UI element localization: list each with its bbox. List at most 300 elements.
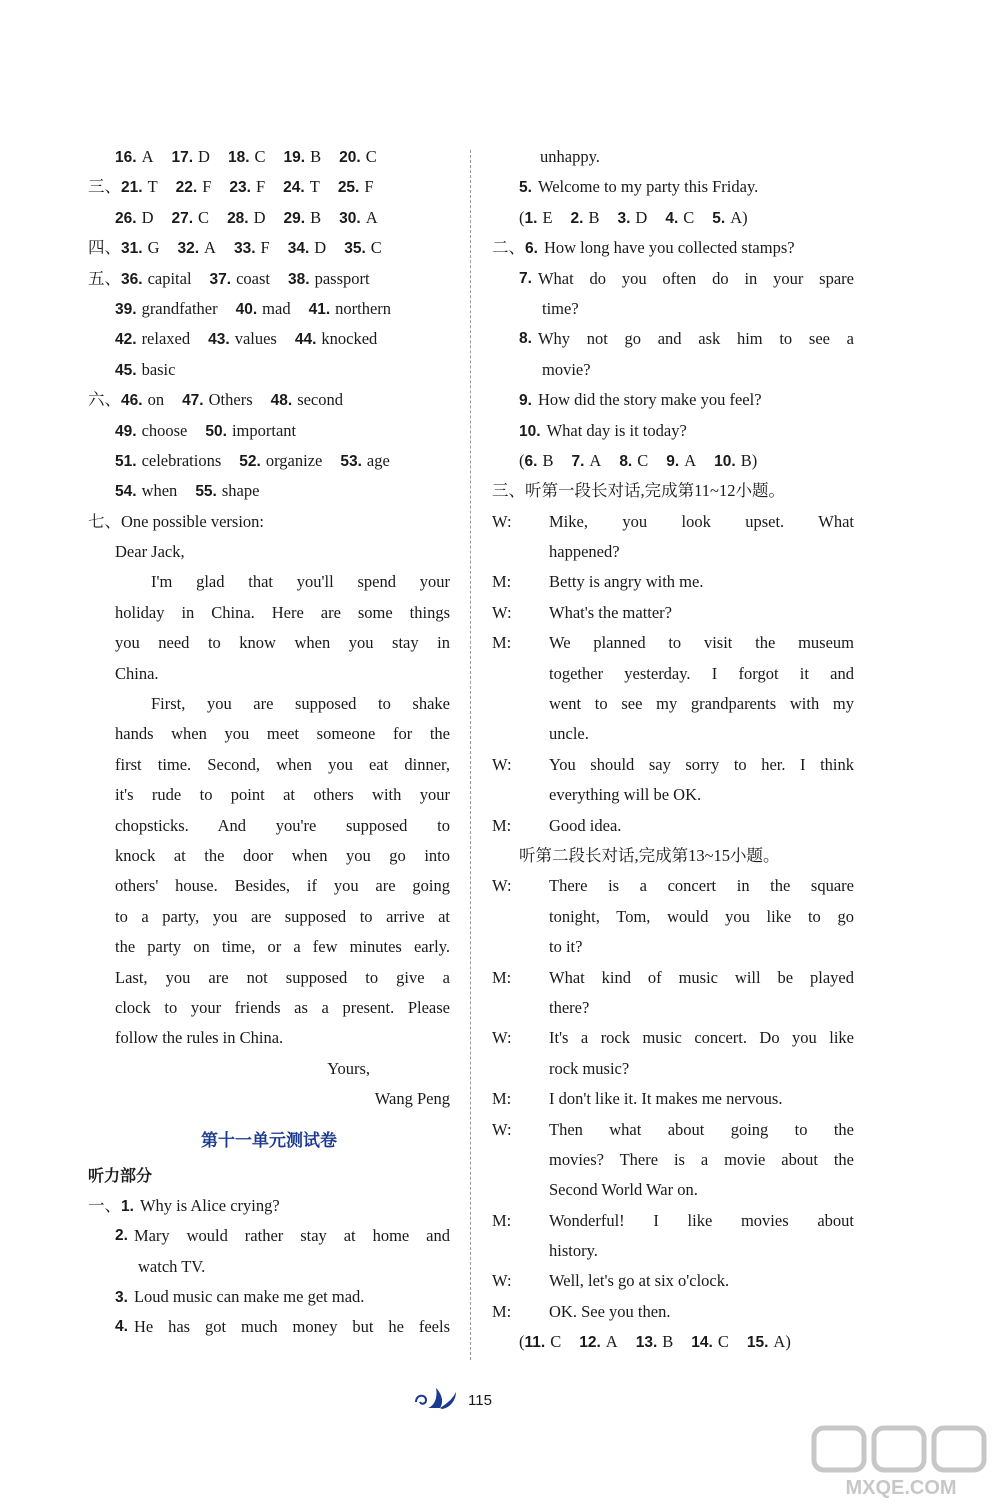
item-answer: A: [684, 450, 697, 470]
item-number: 28.: [227, 209, 249, 227]
item-answer: C: [683, 207, 695, 227]
question-line: [492, 416, 854, 446]
speaker-label: W:: [492, 602, 512, 622]
answer-item: [121, 172, 158, 203]
speaker-label: W:: [492, 754, 512, 774]
bracket-close: ): [751, 450, 758, 470]
item-answer: C: [254, 147, 266, 166]
question-number: 10.: [519, 422, 541, 440]
letter-closing: Yours,: [327, 1058, 370, 1078]
letter-line: first time. Second, when you eat dinner,: [115, 754, 450, 774]
question-text: What day is it today?: [546, 420, 687, 440]
dialog-text: to it?: [549, 937, 583, 957]
item-answer: C: [198, 207, 210, 227]
item-number: 37.: [209, 270, 232, 288]
answer-item: [617, 203, 647, 234]
question-text: Loud music can make me get mad.: [133, 1287, 365, 1307]
item-answer: grandfather: [141, 298, 218, 318]
letter-line: I'm glad that you'll spend your: [151, 572, 450, 592]
dialog-text: Mike, you look upset. What: [549, 511, 854, 531]
answer-item: [121, 233, 159, 264]
answer-item: [712, 203, 742, 234]
dialog-text: history.: [549, 1241, 598, 1261]
letter-line: China.: [115, 663, 159, 683]
unit-title: 第十一单元测试卷: [201, 1130, 337, 1151]
item-number: 48.: [270, 392, 293, 410]
letter-line: First, you are supposed to shake: [151, 694, 450, 714]
question-line: [492, 355, 854, 385]
item-number: 41.: [308, 300, 331, 318]
item-number: 31.: [121, 240, 143, 258]
answer-item: [571, 203, 600, 234]
item-number: 38.: [288, 270, 310, 288]
item-number: 54.: [115, 483, 137, 501]
answer-item: [338, 172, 374, 203]
item-number: 25.: [337, 179, 360, 197]
item-answer: F: [260, 238, 270, 258]
question-number: 4.: [115, 1318, 128, 1336]
answer-item: [171, 203, 209, 234]
question-line: [492, 233, 854, 263]
item-number: 9.: [666, 452, 680, 470]
letter-line: hands when you meet someone for the: [115, 724, 450, 744]
answer-item: [115, 294, 218, 325]
item-number: 19.: [283, 149, 306, 166]
answer-item: [525, 203, 553, 234]
item-answer: D: [198, 147, 210, 166]
question-line: [492, 264, 854, 294]
item-answer: D: [253, 207, 266, 227]
dialog-line: [492, 963, 854, 993]
speaker-label: M:: [492, 1210, 512, 1230]
dialog-intro: 听第二段长对话,完成第13~15小题。: [519, 845, 780, 865]
question-number: 1.: [121, 1197, 134, 1215]
item-number: 3.: [617, 209, 631, 227]
answer-item: [339, 142, 377, 173]
item-number: 35.: [344, 240, 366, 258]
answer-item: [340, 446, 389, 477]
watermark-logo: [806, 1422, 996, 1500]
item-number: 6.: [524, 452, 538, 470]
question-text: Welcome to my party this Friday.: [537, 177, 759, 197]
answer-item: [171, 142, 209, 173]
dialog-text: tonight, Tom, would you like to go: [549, 906, 854, 926]
item-answer: G: [147, 238, 160, 258]
question-line: unhappy.: [540, 147, 600, 166]
item-answer: important: [231, 420, 297, 440]
letter-line: you need to know when you stay in: [115, 633, 450, 653]
item-number: 43.: [208, 331, 230, 349]
question-text: time?: [542, 298, 579, 318]
dialog-line: [492, 659, 854, 689]
answer-item: [666, 446, 696, 477]
item-number: 29.: [283, 209, 306, 227]
question-number: 9.: [519, 392, 532, 410]
item-answer: coast: [236, 268, 271, 288]
item-answer: passport: [314, 268, 370, 288]
answer-item: [239, 446, 322, 477]
question-number: 5.: [519, 179, 532, 197]
letter-signature: Wang Peng: [374, 1089, 450, 1109]
question-line: [88, 1312, 450, 1342]
item-number: 47.: [182, 392, 204, 410]
section-number: 六、: [88, 390, 121, 410]
item-answer: A: [589, 450, 602, 470]
item-number: 30.: [339, 209, 361, 227]
answer-item: [115, 203, 153, 234]
answer-row: [88, 476, 450, 506]
item-answer: F: [364, 177, 374, 197]
dialog-line: [492, 1054, 854, 1084]
dialog-line: [492, 1084, 854, 1114]
dialog-line: [492, 750, 854, 780]
item-answer: C: [717, 1332, 729, 1352]
dialog-line: [492, 1175, 854, 1205]
speaker-label: M:: [492, 967, 512, 987]
item-answer: A: [141, 147, 154, 166]
dialog-line: [492, 1297, 854, 1327]
item-answer: T: [147, 177, 158, 197]
dialog-text: What kind of music will be played: [549, 967, 854, 987]
answer-row: [88, 446, 450, 476]
answer-row: [88, 416, 450, 446]
answer-item: [115, 446, 221, 477]
dialog-line: [492, 1236, 854, 1266]
item-number: 1.: [524, 209, 538, 227]
question-line: [88, 1252, 450, 1282]
dialog-text: uncle.: [549, 724, 589, 744]
dialog-text: You should say sorry to her. I think: [549, 754, 854, 774]
item-number: 15.: [746, 1334, 769, 1352]
answer-item: [288, 233, 326, 264]
answer-key: [492, 203, 854, 233]
answer-row: [88, 264, 450, 294]
answer-item: [747, 1327, 785, 1358]
answer-item: [115, 476, 177, 507]
item-answer: F: [255, 177, 266, 197]
dialog-intro-text: 听第一段长对话,完成第11~12小题。: [525, 481, 785, 501]
item-answer: T: [309, 177, 320, 197]
answer-item: [665, 203, 694, 234]
dialog-line: [492, 1266, 854, 1296]
answer-item: [525, 446, 554, 477]
question-text: What do you often do in your spare: [537, 268, 854, 288]
item-answer: relaxed: [141, 329, 191, 349]
dialog-line: [492, 598, 854, 628]
item-number: 16.: [115, 149, 137, 166]
item-number: 40.: [235, 300, 258, 318]
item-number: 8.: [619, 452, 633, 470]
item-number: 49.: [115, 422, 137, 440]
item-number: 27.: [171, 209, 194, 227]
item-answer: A: [204, 238, 216, 258]
item-number: 55.: [195, 483, 217, 501]
section-number: 四、: [88, 238, 121, 258]
answer-item: [227, 203, 265, 234]
answer-item: [525, 1327, 562, 1358]
item-answer: C: [550, 1332, 562, 1352]
dialog-text: together yesterday. I forgot it and: [549, 663, 854, 683]
dialog-line: [492, 507, 854, 537]
dialog-line: [492, 1145, 854, 1175]
section-number: 一、: [88, 1195, 121, 1215]
bracket-close: ): [785, 1332, 791, 1352]
answer-item: [121, 385, 164, 416]
item-answer: A: [605, 1332, 618, 1352]
item-number: 45.: [115, 361, 137, 379]
question-number: 2.: [115, 1227, 128, 1245]
item-number: 17.: [171, 149, 194, 166]
dialog-line: [492, 1023, 854, 1053]
item-answer: when: [141, 481, 178, 501]
item-answer: B: [542, 450, 554, 470]
answer-item: [619, 446, 648, 477]
dialog-text: there?: [549, 997, 590, 1017]
bracket-open: (: [519, 1332, 525, 1352]
answer-item: [714, 446, 752, 477]
speaker-label: M:: [492, 1089, 512, 1109]
speaker-label: M:: [492, 1301, 512, 1321]
answer-item: [284, 142, 322, 173]
item-number: 23.: [229, 179, 251, 197]
dialog-text: What's the matter?: [549, 602, 673, 622]
answer-item: [236, 294, 291, 325]
speaker-label: M:: [492, 815, 512, 835]
item-number: 21.: [121, 179, 143, 197]
item-number: 2.: [570, 209, 584, 227]
speaker-label: W:: [492, 1271, 512, 1291]
item-answer: D: [635, 207, 648, 227]
answer-item: [208, 324, 277, 355]
answer-item: [288, 264, 370, 295]
question-number: 7.: [519, 269, 532, 287]
item-answer: Others: [208, 390, 253, 410]
speaker-label: W:: [492, 876, 512, 896]
dialog-text: We planned to visit the museum: [549, 633, 854, 653]
dialog-line: [492, 993, 854, 1023]
question-line: [492, 172, 854, 202]
question-number: 6.: [525, 240, 538, 258]
item-answer: mad: [262, 298, 291, 318]
letter-line: knock at the door when you go into: [115, 845, 450, 865]
dialog-line: [492, 628, 854, 658]
dialog-line: [492, 689, 854, 719]
item-answer: B: [588, 207, 600, 227]
item-answer: A: [365, 207, 378, 227]
dialog-text: There is a concert in the square: [549, 876, 854, 896]
answer-item: [115, 142, 153, 173]
item-answer: B: [310, 207, 322, 227]
dialog-line: [492, 1206, 854, 1236]
dialog-line: [492, 902, 854, 932]
section-number: 二、: [492, 238, 525, 258]
answer-row: [88, 203, 450, 233]
item-answer: knocked: [321, 329, 378, 349]
dialog-text: movies? There is a movie about the: [549, 1149, 854, 1169]
item-answer: C: [370, 238, 382, 258]
letter-line: Last, you are not supposed to give a: [115, 967, 450, 987]
dialog-line: [492, 567, 854, 597]
answer-key: [492, 446, 854, 476]
item-number: 42.: [115, 331, 137, 349]
dialog-text: went to see my grandparents with my: [549, 694, 854, 714]
dialog-text: Betty is angry with me.: [549, 572, 704, 592]
question-text: How long have you collected stamps?: [543, 238, 795, 258]
item-answer: age: [366, 450, 390, 470]
item-number: 53.: [340, 452, 362, 470]
answer-item: [121, 264, 192, 295]
right-column: [492, 142, 854, 1358]
item-answer: B: [662, 1332, 674, 1352]
writing-label: 七、One possible version:: [88, 511, 264, 531]
page-ornament-icon: [412, 1384, 460, 1412]
answer-item: [210, 264, 270, 295]
item-number: 26.: [115, 209, 137, 227]
item-answer: northern: [335, 298, 392, 318]
item-number: 52.: [239, 452, 261, 470]
answer-item: [309, 294, 391, 325]
dialog-text: happened?: [549, 542, 620, 562]
item-answer: D: [314, 238, 327, 258]
answer-row: [88, 233, 450, 263]
dialog-text: rock music?: [549, 1058, 630, 1078]
answer-item: [228, 142, 266, 173]
item-answer: F: [202, 177, 212, 197]
dialog-text: It's a rock music concert. Do you like: [549, 1028, 854, 1048]
item-number: 36.: [121, 270, 143, 288]
item-number: 22.: [175, 179, 198, 197]
answer-item: [176, 172, 212, 203]
item-number: 24.: [283, 179, 305, 197]
question-text: He has got much money but he feels: [133, 1317, 450, 1337]
dialog-line: [492, 780, 854, 810]
item-answer: E: [542, 207, 553, 227]
item-answer: choose: [141, 420, 188, 440]
item-number: 44.: [294, 331, 317, 349]
question-line: [88, 1221, 450, 1251]
item-answer: capital: [147, 268, 192, 288]
question-text: How did the story make you feel?: [537, 390, 762, 410]
dialog-text: OK. See you then.: [549, 1301, 671, 1321]
dialog-line: [492, 932, 854, 962]
item-number: 7.: [571, 452, 585, 470]
answer-item: [284, 203, 322, 234]
item-answer: D: [141, 207, 154, 227]
item-answer: basic: [141, 359, 176, 379]
answer-item: [691, 1327, 729, 1358]
dialog-text: I don't like it. It makes me nervous.: [549, 1089, 783, 1109]
answer-item: [339, 203, 377, 234]
item-number: 10.: [714, 452, 736, 470]
answer-item: [115, 355, 175, 386]
bracket-close: ): [742, 207, 748, 227]
bracket-open: (: [519, 450, 525, 470]
item-answer: celebrations: [141, 450, 222, 470]
section-number: 五、: [88, 268, 121, 288]
item-answer: organize: [265, 450, 323, 470]
question-line: [88, 1282, 450, 1312]
answer-item: [177, 233, 215, 264]
dialog-text: Wonderful! I like movies about: [549, 1210, 854, 1230]
answer-item: [205, 416, 296, 447]
question-text: Why not go and ask him to see a: [537, 329, 854, 349]
question-text: Mary would rather stay at home and: [133, 1226, 450, 1246]
page-number: 115: [468, 1392, 492, 1409]
dialog-text: everything will be OK.: [549, 785, 702, 805]
item-answer: values: [234, 329, 277, 349]
item-number: 39.: [115, 300, 137, 318]
item-number: 12.: [579, 1334, 601, 1352]
answer-row: [88, 172, 450, 202]
section-title: 听力部分: [88, 1165, 153, 1185]
answer-item: [182, 385, 253, 416]
question-line: [492, 294, 854, 324]
answer-item: [195, 476, 259, 507]
letter-line: follow the rules in China.: [115, 1028, 284, 1048]
speaker-label: W:: [492, 1119, 512, 1139]
answer-row: [88, 355, 450, 385]
item-number: 13.: [635, 1334, 658, 1352]
dialog-line: [492, 537, 854, 567]
question-line: [492, 324, 854, 354]
item-number: 5.: [712, 209, 726, 227]
dialog-text: Second World War on.: [549, 1180, 698, 1200]
answer-item: [115, 416, 187, 447]
item-answer: A: [773, 1332, 786, 1352]
item-answer: B: [740, 450, 752, 470]
letter-line: the party on time, or a few minutes early.: [115, 937, 450, 957]
answer-item: [295, 324, 377, 355]
question-line: [88, 1191, 450, 1221]
item-number: 18.: [227, 149, 250, 166]
item-number: 50.: [205, 422, 227, 440]
section-number: 三、: [492, 481, 525, 501]
answer-key: [492, 1327, 854, 1357]
letter-line: holiday in China. Here are some things: [115, 602, 450, 622]
item-number: 51.: [115, 452, 137, 470]
item-number: 11.: [524, 1334, 546, 1352]
letter-line: to a party, you are supposed to arrive at: [115, 906, 450, 926]
item-number: 46.: [121, 392, 143, 410]
question-text: watch TV.: [138, 1256, 206, 1276]
dialog-text: Then what about going to the: [549, 1119, 854, 1139]
speaker-label: W:: [492, 511, 512, 531]
dialog-line: [492, 811, 854, 841]
item-answer: C: [637, 450, 649, 470]
item-answer: B: [310, 147, 322, 166]
answer-row: [88, 294, 450, 324]
answer-item: [571, 446, 601, 477]
answer-item: [229, 172, 265, 203]
item-number: 14.: [691, 1334, 713, 1352]
answer-row: [88, 324, 450, 354]
bracket-open: (: [519, 207, 525, 227]
answer-item: [579, 1327, 617, 1358]
item-answer: shape: [221, 481, 260, 501]
item-answer: on: [147, 390, 165, 410]
answer-row: [88, 142, 450, 172]
answer-item: [636, 1327, 674, 1358]
item-answer: A: [730, 207, 743, 227]
item-answer: C: [365, 147, 377, 166]
answer-item: [344, 233, 382, 264]
letter-line: chopsticks. And you're supposed to: [115, 815, 450, 835]
question-text: Why is Alice crying?: [139, 1195, 280, 1215]
dialog-text: Good idea.: [549, 815, 622, 835]
answer-item: [234, 233, 270, 264]
dialog-text: Well, let's go at six o'clock.: [549, 1271, 730, 1291]
answer-item: [271, 385, 343, 416]
